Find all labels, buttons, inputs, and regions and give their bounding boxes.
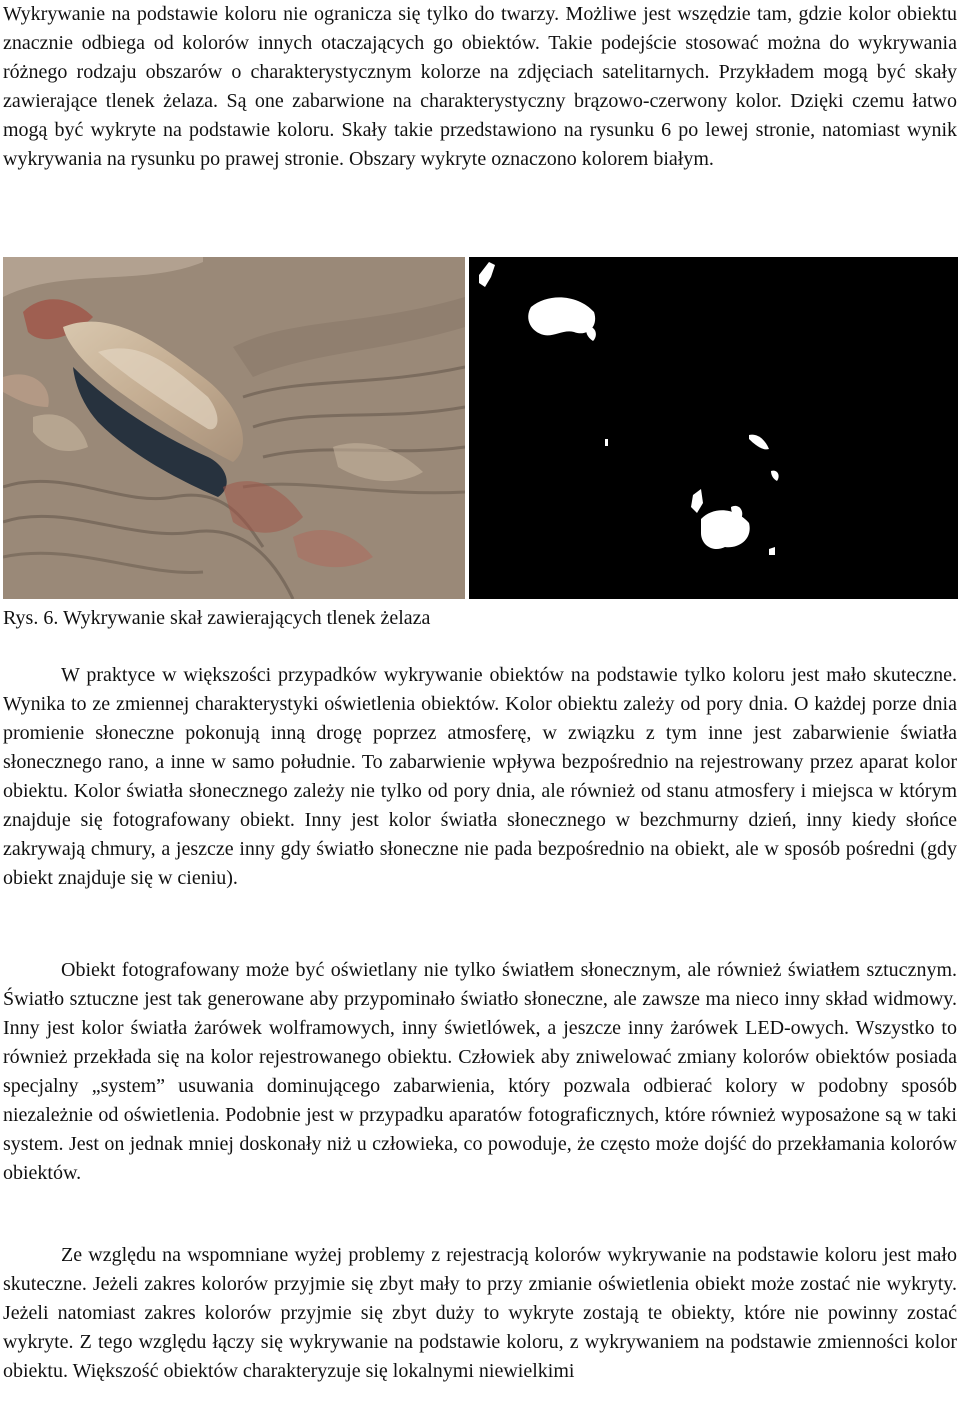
satellite-photo-iron-oxide-rocks <box>3 257 465 599</box>
satellite-photo-drawing <box>3 257 465 599</box>
paragraph-artificial-light: Obiekt fotografowany może być oświetlany nie tylko światłem słonecznym, ale również światłem sztucznym. Światło sztuczne jest tak generowane aby przypominało światło słoneczne, ale zawsze ma nieco inny skład widmowy. Inny jest kolor światła żarówek wolframowych, inny świetlówek, a jeszcze inny żarówek LED-owych. Wszystko to również przekłada się na kolor rejestrowanego obiektu. Człowiek aby zniwelować zmiany kolorów obiektów posiada specjalny „system” usuwania dominującego zabarwienia, który pozwala odbierać kolory w podobny sposób niezależnie od oświetlenia. Podobnie jest w przypadku aparatów fotograficznych, które również wyposażone są w taki system. Jest on jednak mniej doskonały niż u człowieka, co powoduje, że często może dojść do przekłamania kolorów obiektów. <box>3 959 957 1184</box>
paragraph-color-detection-limitations: Ze względu na wspomniane wyżej problemy z rejestracją kolorów wykrywanie na podstawie koloru jest mało skuteczne. Jeżeli zakres kolorów przyjmie się zbyt mały to przy zmianie oświetlenia obiekt może zostać nie wykryty. Jeżeli natomiast zakres kolorów przyjmie się zbyt duży to wykryte zostają te obiekty, które nie powinny zostać wykryte. Z tego względu łączy się wykrywanie na podstawie koloru, z wykrywaniem na podstawie zmienności kolor obiektu. Większość obiektów charakteryzuje się lokalnymi niewielkimi <box>3 1244 957 1382</box>
detection-mask-drawing <box>469 257 958 599</box>
figure-caption: Rys. 6. Wykrywanie skał zawierających tlenek żelaza <box>3 607 431 629</box>
paragraph-lighting-variability: W praktyce w większości przypadków wykrywanie obiektów na podstawie tylko koloru jest mało skuteczne. Wynika to ze zmiennej charakterystyki oświetlenia obiektów. Kolor obiektu zależy od pory dnia. O każdej porze dnia promienie słoneczne pokonują inną drogę poprzez atmosferę, w związku z tym inne jest zabarwienie światła słonecznego rano, a inne w samo południe. To zabarwienie wpływa bezpośrednio na rejestrowany przez aparat kolor obiektu. Kolor światła słonecznego zależy nie tylko od pory dnia, ale również od stanu atmosfery i miejsca w którym znajduje się fotografowany obiekt. Inny jest kolor światła słonecznego w bezchmurny dzień, inny kiedy słońce zakrywają chmury, a jeszcze inny gdy światło słoneczne nie pada bezpośrednio na obiekt, ale w sposób pośredni (gdy obiekt znajduje się w cieniu). <box>3 664 957 889</box>
detection-result-mask <box>469 257 958 599</box>
figure-6 <box>3 257 958 599</box>
paragraph-color-detection-intro: Wykrywanie na podstawie koloru nie ogranicza się tylko do twarzy. Możliwe jest wszędzie tam, gdzie kolor obiektu znacznie odbiega od kolorów innych otaczających go obiektów. Takie podejście stosować można do wykrywania różnego rodzaju obszarów o charakterystycznym kolorze na zdjęciach satelitarnych. Przykładem mogą być skały zawierające tlenek żelaza. Są one zabarwione na charakterystyczny brązowo-czerwony kolor. Dzięki czemu łatwo mogą być wykryte na podstawie koloru. Skały takie przedstawiono na rysunku 6 po lewej stronie, natomiast wynik wykrywania na rysunku po prawej stronie. Obszary wykryte oznaczono kolorem białym. <box>3 3 957 170</box>
